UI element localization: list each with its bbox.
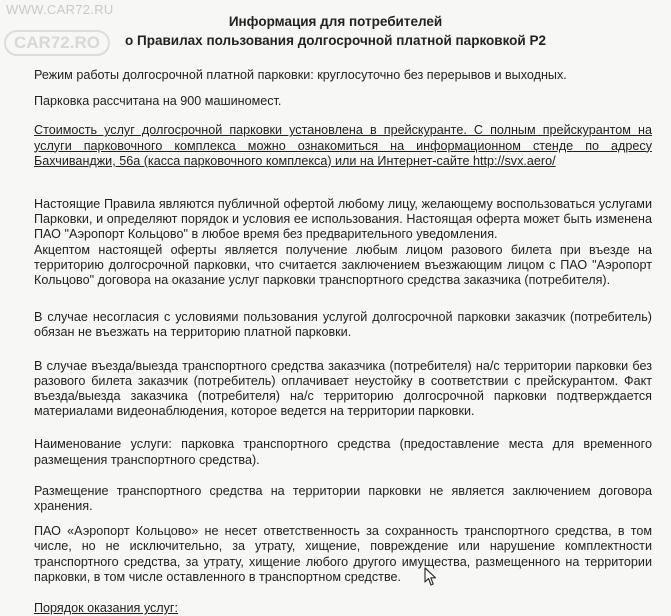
paragraph-liability: ПАО «Аэропорт Кольцово» не несет ответственность за сохранность транспортного средства, в том числе, но не исключительно, за утрату, хищение, повреждение или нарушение комплектности транспортного средства, за утрату, хищение любого другого имущества, размещенного на территории парковки, в том числе оставленного в транспортном средстве.: [34, 524, 652, 584]
paragraph-not-storage: Размещение транспортного средства на территории парковки не является заключением договора хранения.: [34, 483, 652, 514]
procedure-heading: Порядок оказания услуг:: [34, 601, 179, 616]
document-title: [0, 12, 671, 50]
mouse-pointer-icon: [424, 567, 438, 587]
title-line-2: о Правилах пользования долгосрочной платной парковкой Р2: [125, 33, 546, 48]
paragraph-price: Стоимость услуг долгосрочной парковки установлена в прейскуранте. С полным прейскурантом на услуги парковочного комплекса можно ознакомиться на информационном стенде по адресу Бахчиванджи, 56а (касса парковочного комплекса) или на Интернет-сайте http://svx.aero/: [34, 123, 652, 168]
paragraph-offer: Настоящие Правила являются публичной офертой любому лицу, желающему воспользоваться услугами Парковки, и определяют порядок и условия ее использования. Настоящая оферта может быть изменена ПАО "Аэропорт Кольцово" в любое время без предварительного уведомления.: [34, 197, 652, 242]
document-body: [34, 68, 652, 616]
paragraph-disagree: В случае несогласия с условиями пользования услугой долгосрочной парковки заказчик (потребитель) обязан не въезжать на территорию платной парковки.: [34, 310, 652, 340]
paragraph-capacity: Парковка рассчитана на 900 машиномест.: [34, 94, 282, 109]
paragraph-no-ticket: В случае въезда/выезда транспортного средства заказчика (потребителя) на/с территории парковки без разового билета заказчик (потребитель) оплачивает неустойку в соответствии с прейскурантом. Факт въезда/выезда заказчика (потребителя) на/с территорию долгосрочной парковки подтверждается материалами видеонаблюдения, которое ведется на территории парковки.: [34, 358, 652, 419]
watermark-url: WWW.CAR72.RU: [6, 2, 114, 17]
paragraph-acceptance: Акцептом настоящей оферты является получение любым лицом разового билета при въезде на территорию долгосрочной парковки, что считается заключением въезжающим лицом с ПАО "Аэропорт Кольцово" договора на оказание услуг парковки транспортного средства заказчика (потребителя).: [34, 242, 652, 288]
title-line-1: Информация для потребителей: [228, 14, 443, 29]
paragraph-hours: Режим работы долгосрочной платной парковки: круглосуточно без перерывов и выходных.: [34, 68, 567, 82]
watermark-logo: CAR72.RO: [4, 30, 110, 56]
paragraph-service-name: Наименование услуги: парковка транспортного средства (предоставление места для временного размещения транспортного средства).: [34, 437, 652, 467]
